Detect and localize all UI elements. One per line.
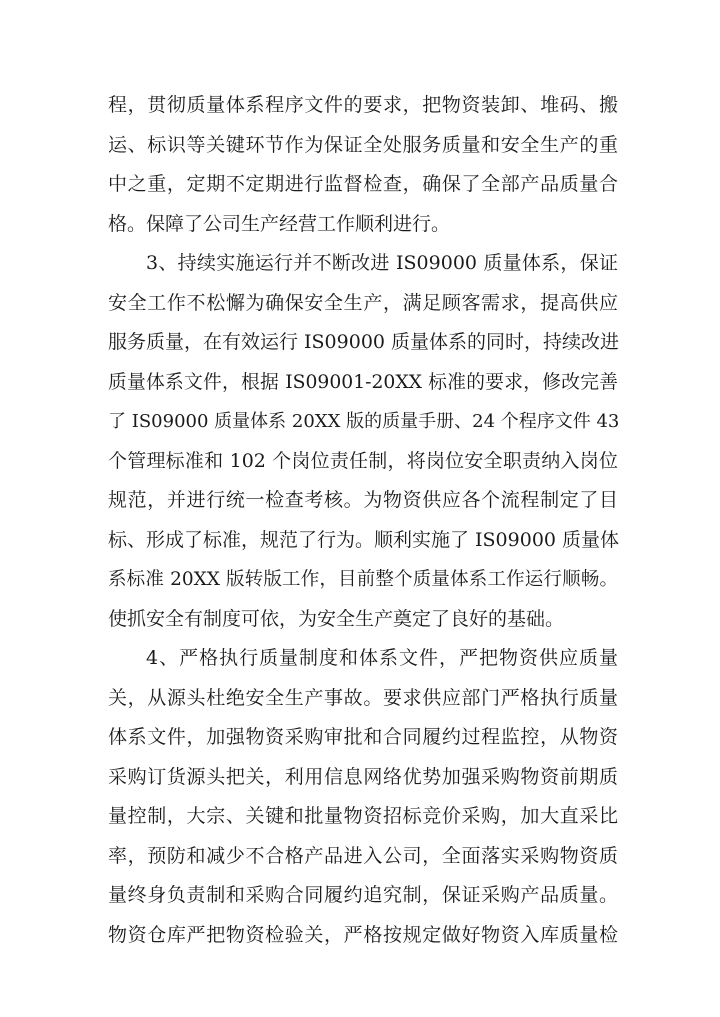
text-line: 系标准 20XX 版转版工作，目前整个质量体系工作运行顺畅。 (108, 569, 618, 590)
text-line: 量控制，大宗、关键和批量物资招标竞价采购，加大直采比 (108, 805, 618, 827)
text-line: 采购订货源头把关，利用信息网络优势加强采购物资前期质 (108, 765, 618, 788)
paragraph-4-start-line: 4、严格执行质量制度和体系文件，严把物资供应质量 (146, 647, 618, 669)
paragraph-3-start-line: 3、持续实施运行并不断改进 IS09000 质量体系，保证 (146, 252, 618, 274)
text-line: 格。保障了公司生产经营工作顺利进行。 (108, 212, 451, 235)
text-line: 服务质量，在有效运行 IS09000 质量体系的同时，持续改进 (108, 331, 620, 353)
text-line: 标、形成了标准，规范了行为。顺利实施了 IS09000 质量体 (108, 528, 620, 551)
text-line: 质量体系文件，根据 IS09001-20XX 标准的要求，修改完善 (108, 371, 618, 393)
text-line: 中之重，定期不定期进行监督检查，确保了全部产品质量合 (108, 173, 618, 195)
text-line: 程，贯彻质量体系程序文件的要求，把物资装卸、堆码、搬 (108, 94, 618, 116)
text-line: 个管理标准和 102 个岗位责任制，将岗位安全职责纳入岗位 (108, 449, 618, 472)
text-line: 安全工作不松懈为确保安全生产，满足顾客需求，提高供应 (108, 291, 618, 314)
text-line: 物资仓库严把物资检验关，严格按规定做好物资入库质量检 (108, 923, 618, 946)
text-line: 规范，并进行统一检查考核。为物资供应各个流程制定了目 (108, 489, 618, 511)
text-line: 使抓安全有制度可依，为安全生产奠定了良好的基础。 (108, 607, 565, 630)
text-line: 量终身负责制和采购合同履约追究制，保证采购产品质量。 (108, 884, 618, 906)
body-text (108, 86, 618, 955)
text-line: 体系文件，加强物资采购审批和合同履约过程监控，从物资 (108, 726, 618, 748)
text-line: 关，从源头杜绝安全生产事故。要求供应部门严格执行质量 (108, 686, 618, 709)
text-line: 率，预防和减少不合格产品进入公司，全面落实采购物资质 (108, 844, 618, 867)
text-line: 运、标识等关键环节作为保证全处服务质量和安全生产的重 (108, 133, 618, 156)
text-line: 了 IS09000 质量体系 20XX 版的质量手册、24 个程序文件 43 (108, 411, 620, 432)
